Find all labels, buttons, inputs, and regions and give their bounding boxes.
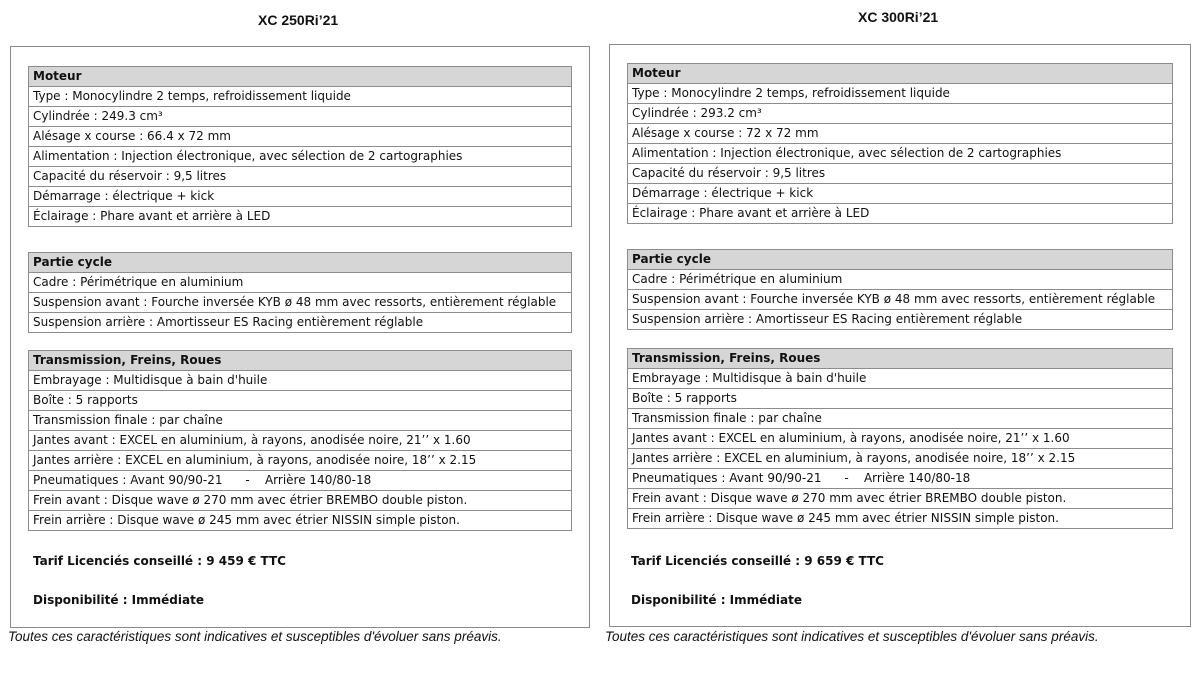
spec-row: Pneumatiques : Avant 90/90-21 - Arrière 140/80-18 <box>29 471 572 491</box>
spec-row: Boîte : 5 rapports <box>29 391 572 411</box>
spec-row: Alésage x course : 66.4 x 72 mm <box>29 127 572 147</box>
spec-row: Transmission finale : par chaîne <box>29 411 572 431</box>
footnote-left: Toutes ces caractéristiques sont indicatives et susceptibles d'évoluer sans préavis. <box>8 629 502 644</box>
price-right: Tarif Licenciés conseillé : 9 659 € TTC <box>631 554 884 568</box>
cycle-header: Partie cycle <box>628 250 1173 270</box>
availability-right: Disponibilité : Immédiate <box>631 593 802 607</box>
spec-row: Alimentation : Injection électronique, avec sélection de 2 cartographies <box>628 144 1173 164</box>
spec-row: Pneumatiques : Avant 90/90-21 - Arrière 140/80-18 <box>628 469 1173 489</box>
spec-row: Éclairage : Phare avant et arrière à LED <box>628 204 1173 224</box>
spec-row: Jantes arrière : EXCEL en aluminium, à rayons, anodisée noire, 18’’ x 2.15 <box>628 449 1173 469</box>
spec-row: Frein arrière : Disque wave ø 245 mm avec étrier NISSIN simple piston. <box>29 511 572 531</box>
spec-row: Embrayage : Multidisque à bain d'huile <box>29 371 572 391</box>
moteur-table-right <box>627 63 1173 224</box>
spec-row: Frein avant : Disque wave ø 270 mm avec étrier BREMBO double piston. <box>29 491 572 511</box>
spec-row: Embrayage : Multidisque à bain d'huile <box>628 369 1173 389</box>
transmission-header: Transmission, Freins, Roues <box>628 349 1173 369</box>
transmission-table-right <box>627 348 1173 529</box>
spec-row: Démarrage : électrique + kick <box>29 187 572 207</box>
transmission-table-left <box>28 350 572 531</box>
spec-row: Transmission finale : par chaîne <box>628 409 1173 429</box>
moteur-header: Moteur <box>628 64 1173 84</box>
footnote-right: Toutes ces caractéristiques sont indicatives et susceptibles d'évoluer sans préavis. <box>605 629 1099 644</box>
availability-left: Disponibilité : Immédiate <box>33 593 204 607</box>
cycle-table-right <box>627 249 1173 330</box>
spec-row: Frein arrière : Disque wave ø 245 mm avec étrier NISSIN simple piston. <box>628 509 1173 529</box>
spec-row: Type : Monocylindre 2 temps, refroidissement liquide <box>628 84 1173 104</box>
spec-row: Suspension avant : Fourche inversée KYB ø 48 mm avec ressorts, entièrement réglable <box>628 290 1173 310</box>
spec-row: Jantes avant : EXCEL en aluminium, à rayons, anodisée noire, 21’’ x 1.60 <box>29 431 572 451</box>
model-title-left: XC 250Ri’21 <box>258 12 339 28</box>
spec-row: Type : Monocylindre 2 temps, refroidissement liquide <box>29 87 572 107</box>
spec-row: Cadre : Périmétrique en aluminium <box>628 270 1173 290</box>
spec-row: Démarrage : électrique + kick <box>628 184 1173 204</box>
spec-row: Suspension avant : Fourche inversée KYB ø 48 mm avec ressorts, entièrement réglable <box>29 293 572 313</box>
spec-row: Cylindrée : 293.2 cm³ <box>628 104 1173 124</box>
model-title-right: XC 300Ri’21 <box>858 9 939 25</box>
transmission-header: Transmission, Freins, Roues <box>29 351 572 371</box>
spec-row: Cadre : Périmétrique en aluminium <box>29 273 572 293</box>
spec-row: Suspension arrière : Amortisseur ES Racing entièrement réglable <box>628 310 1173 330</box>
spec-row: Frein avant : Disque wave ø 270 mm avec étrier BREMBO double piston. <box>628 489 1173 509</box>
moteur-header: Moteur <box>29 67 572 87</box>
spec-row: Jantes arrière : EXCEL en aluminium, à rayons, anodisée noire, 18’’ x 2.15 <box>29 451 572 471</box>
spec-row: Alimentation : Injection électronique, avec sélection de 2 cartographies <box>29 147 572 167</box>
cycle-table-left <box>28 252 572 333</box>
spec-row: Éclairage : Phare avant et arrière à LED <box>29 207 572 227</box>
spec-row: Capacité du réservoir : 9,5 litres <box>29 167 572 187</box>
price-left: Tarif Licenciés conseillé : 9 459 € TTC <box>33 554 286 568</box>
spec-row: Jantes avant : EXCEL en aluminium, à rayons, anodisée noire, 21’’ x 1.60 <box>628 429 1173 449</box>
spec-row: Boîte : 5 rapports <box>628 389 1173 409</box>
cycle-header: Partie cycle <box>29 253 572 273</box>
spec-row: Suspension arrière : Amortisseur ES Racing entièrement réglable <box>29 313 572 333</box>
spec-row: Alésage x course : 72 x 72 mm <box>628 124 1173 144</box>
spec-row: Capacité du réservoir : 9,5 litres <box>628 164 1173 184</box>
moteur-table-left <box>28 66 572 227</box>
spec-row: Cylindrée : 249.3 cm³ <box>29 107 572 127</box>
